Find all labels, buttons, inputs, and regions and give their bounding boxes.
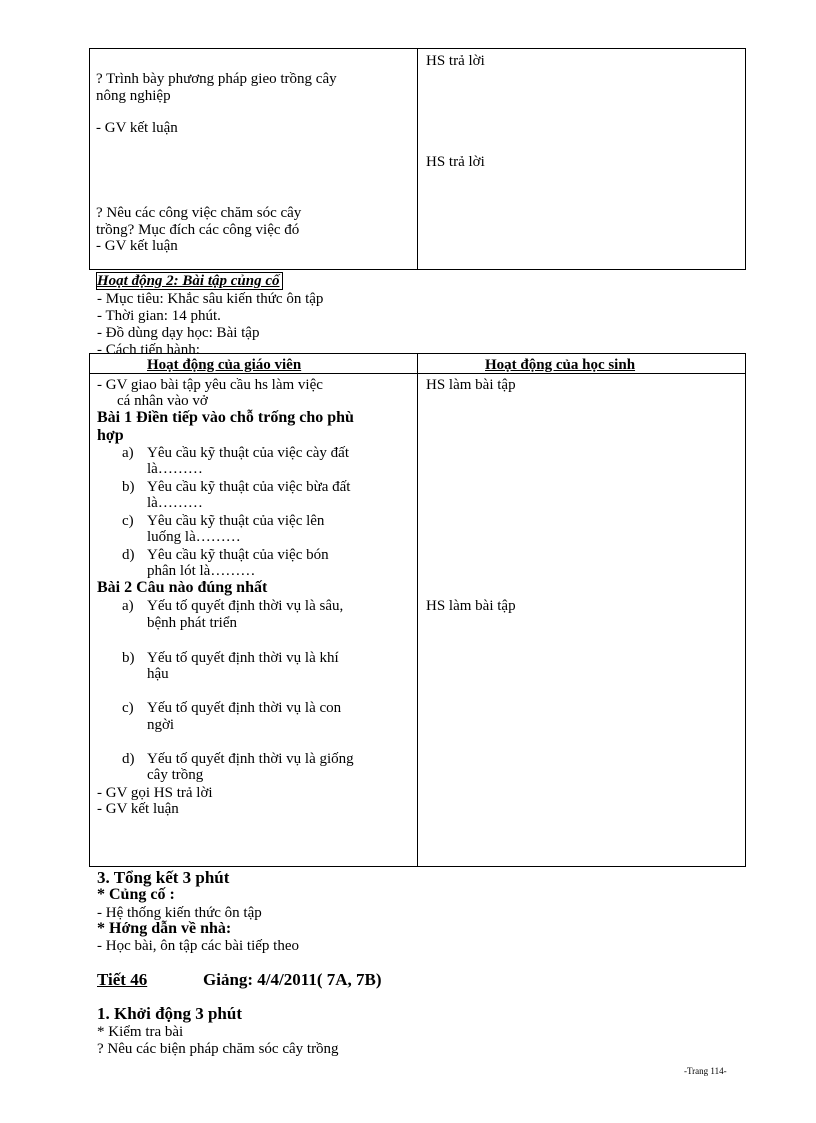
ex2-c-line1: Yếu tố quyết định thời vụ là con xyxy=(147,700,342,716)
ex1-a-line2: là……… xyxy=(147,461,203,477)
ex2-c-marker: c) xyxy=(122,700,134,716)
student-exercise-2: HS làm bài tập xyxy=(426,598,516,614)
question-sowing-line1: ? Trình bày phương pháp gieo trồng cây xyxy=(96,71,337,87)
ex1-b-marker: b) xyxy=(122,479,135,495)
exercise2-title: Bài 2 Câu nào đúng nhất xyxy=(97,579,268,596)
assign-task-line2: cá nhân vào vở xyxy=(117,393,208,409)
ex2-d-line2: cây trồng xyxy=(147,767,204,783)
homework-item: - Học bài, ôn tập các bài tiếp theo xyxy=(97,938,300,954)
teacher-call-students: - GV gọi HS trả lời xyxy=(97,785,213,801)
activity2-title: Hoạt động 2: Bài tập củng cố xyxy=(97,273,280,289)
ex1-a-marker: a) xyxy=(122,445,134,461)
lesson-date: Giảng: 4/4/2011( 7A, 7B) xyxy=(203,970,382,989)
ex2-b-line1: Yếu tố quyết định thời vụ là khí xyxy=(147,650,339,666)
ex1-c-line2: luống là……… xyxy=(147,529,241,545)
ex2-b-line2: hậu xyxy=(147,666,169,682)
ex2-a-line2: bệnh phát triển xyxy=(147,615,237,631)
question-care-line2: trồng? Mục đích các công việc đó xyxy=(96,222,300,238)
ex1-c-marker: c) xyxy=(122,513,134,529)
ex2-d-marker: d) xyxy=(122,751,135,767)
header-student-activity: Hoạt động của học sinh xyxy=(485,357,636,373)
activity2-materials: - Đồ dùng dạy học: Bài tập xyxy=(97,325,260,341)
ex1-c-line1: Yêu cầu kỹ thuật của việc lên xyxy=(147,513,325,529)
teacher-conclusion-1: - GV kết luận xyxy=(96,120,178,136)
warmup-title: 1. Khởi động 3 phút xyxy=(97,1004,242,1023)
warmup-check: * Kiểm tra bài xyxy=(97,1024,184,1040)
warmup-question: ? Nêu các biện pháp chăm sóc cây trồng xyxy=(97,1041,339,1057)
consolidation-item: - Hệ thống kiến thức ôn tập xyxy=(97,905,262,921)
teacher-conclusion-2: - GV kết luận xyxy=(96,238,178,254)
ex2-d-line1: Yếu tố quyết định thời vụ là giống xyxy=(147,751,354,767)
student-exercise-1: HS làm bài tập xyxy=(426,377,516,393)
ex1-d-marker: d) xyxy=(122,547,135,563)
ex2-c-line2: ngời xyxy=(147,717,175,733)
homework-heading: * Hớng dẫn về nhà: xyxy=(97,920,232,937)
review-table-divider xyxy=(417,48,418,270)
ex1-b-line1: Yêu cầu kỹ thuật của việc bừa đất xyxy=(147,479,351,495)
exercise-table-divider xyxy=(417,353,418,867)
ex1-a-line1: Yêu cầu kỹ thuật của việc cày đất xyxy=(147,445,349,461)
student-answer-2: HS trả lời xyxy=(426,154,485,170)
question-care-line1: ? Nêu các công việc chăm sóc cây xyxy=(96,205,302,221)
summary-title: 3. Tổng kết 3 phút xyxy=(97,868,230,887)
page-number: -Trang 114- xyxy=(684,1066,727,1076)
activity2-time: - Thời gian: 14 phút. xyxy=(97,308,221,324)
question-sowing-line2: nông nghiệp xyxy=(96,88,171,104)
assign-task-line1: - GV giao bài tập yêu cầu hs làm việc xyxy=(97,377,323,393)
ex1-d-line2: phân lót là……… xyxy=(147,563,256,579)
ex1-b-line2: là……… xyxy=(147,495,203,511)
exercise-table-header-line xyxy=(89,373,746,374)
teacher-conclusion-3: - GV kết luận xyxy=(97,801,179,817)
ex2-b-marker: b) xyxy=(122,650,135,666)
ex1-d-line1: Yêu cầu kỹ thuật của việc bón xyxy=(147,547,329,563)
consolidation-heading: * Củng cố : xyxy=(97,886,175,903)
student-answer-1: HS trả lời xyxy=(426,53,485,69)
activity2-procedure: - Cách tiến hành: xyxy=(97,342,200,358)
activity2-objective: - Mục tiêu: Khắc sâu kiến thức ôn tập xyxy=(97,291,324,307)
exercise1-title: Bài 1 Điền tiếp vào chỗ trống cho phù xyxy=(97,409,354,426)
lesson-period: Tiết 46 xyxy=(97,970,148,989)
ex2-a-line1: Yếu tố quyết định thời vụ là sâu, xyxy=(147,598,344,614)
ex2-a-marker: a) xyxy=(122,598,134,614)
exercise1-title-cont: hợp xyxy=(97,427,124,444)
header-teacher-activity: Hoạt động của giáo viên xyxy=(147,357,302,373)
